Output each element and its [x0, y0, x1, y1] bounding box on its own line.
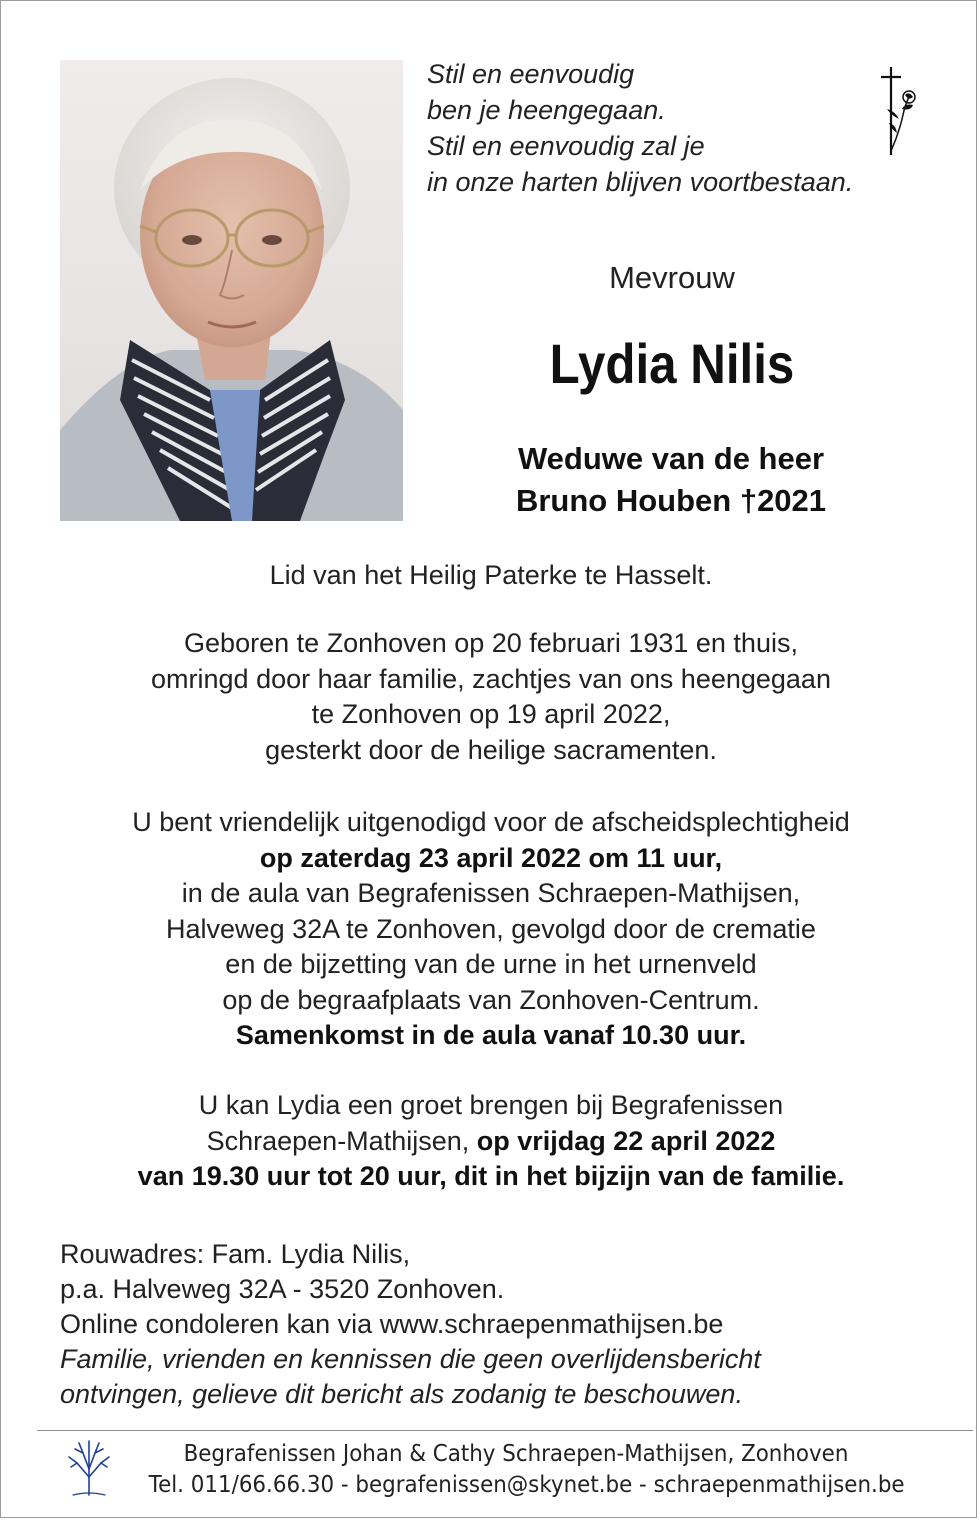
ceremony-line: op de begraafplaats van Zonhoven-Centrum.: [222, 984, 760, 1015]
poem-line: Stil en eenvoudig zal je: [427, 131, 705, 161]
widow-of: [471, 438, 871, 522]
footer: [121, 1439, 911, 1501]
ceremony-gathering: Samenkomst in de aula vanaf 10.30 uur.: [235, 1020, 747, 1050]
birth-death-line: gesterkt door de heilige sacramenten.: [265, 734, 717, 765]
birth-death-line: omringd door haar familie, zachtjes van ons heengegaan: [151, 663, 831, 694]
visit-line-3: van 19.30 uur tot 20 uur, dit in het bijzijn van de familie.: [137, 1161, 845, 1191]
birth-death-text: [41, 626, 941, 768]
notice-line: ontvingen, gelieve dit bericht als zodanig te beschouwen.: [60, 1379, 743, 1409]
cross-with-rose-icon: [869, 63, 921, 159]
widow-line: Bruno Houben †2021: [515, 483, 827, 518]
salutation: Mevrouw: [609, 260, 735, 295]
ceremony-intro: U bent vriendelijk uitgenodigd voor de afscheidsplechtigheid: [132, 807, 850, 837]
poem-line: in onze harten blijven voortbestaan.: [427, 167, 854, 197]
ceremony-date: op zaterdag 23 april 2022 om 11 uur,: [259, 842, 723, 873]
notice-line: Familie, vrienden en kennissen die geen overlijdensbericht: [60, 1344, 761, 1374]
ceremony-text: [41, 805, 941, 1054]
visit-line-1: U kan Lydia een groet brengen bij Begrafenissen: [198, 1090, 784, 1120]
widow-line: Weduwe van de heer: [517, 441, 825, 476]
ceremony-line: en de bijzetting van de urne in het urnenveld: [225, 949, 757, 979]
address-line: p.a. Halveweg 32A - 3520 Zonhoven.: [60, 1274, 505, 1304]
visit-text: [41, 1088, 941, 1195]
birth-death-line: Geboren te Zonhoven op 20 februari 1931 en thuis,: [184, 628, 798, 658]
membership: [41, 558, 941, 594]
deceased-name: Lydia Nilis: [549, 332, 795, 395]
footer-divider: [37, 1430, 973, 1431]
portrait-illustration: [60, 60, 403, 521]
membership-line: Lid van het Heilig Paterke te Hasselt.: [269, 560, 713, 590]
portrait-photo: [60, 60, 403, 521]
address-line: Rouwadres: Fam. Lydia Nilis,: [60, 1239, 411, 1269]
visit-line-2-plain: Schraepen-Mathijsen,: [206, 1125, 477, 1156]
address-block: [60, 1237, 761, 1412]
visit-line-2: [41, 1124, 941, 1160]
poem-line: Stil en eenvoudig: [427, 59, 635, 89]
tree-logo-icon: [63, 1437, 115, 1497]
condolence-line: Online condoleren kan via www.schraepenmathijsen.be: [60, 1309, 724, 1339]
footer-company: Begrafenissen Johan & Cathy Schraepen-Mathijsen, Zonhoven: [183, 1441, 849, 1467]
poem: [427, 56, 853, 200]
poem-line: ben je heengegaan.: [427, 95, 666, 125]
ceremony-line: Halveweg 32A te Zonhoven, gevolgd door de crematie: [166, 913, 816, 944]
birth-death-line: te Zonhoven op 19 april 2022,: [311, 699, 671, 729]
footer-contact: Tel. 011/66.66.30 - begrafenissen@skynet.be - schraepenmathijsen.be: [148, 1472, 905, 1498]
visit-date: op vrijdag 22 april 2022: [476, 1125, 776, 1156]
ceremony-line: in de aula van Begrafenissen Schraepen-Mathijsen,: [181, 878, 801, 908]
